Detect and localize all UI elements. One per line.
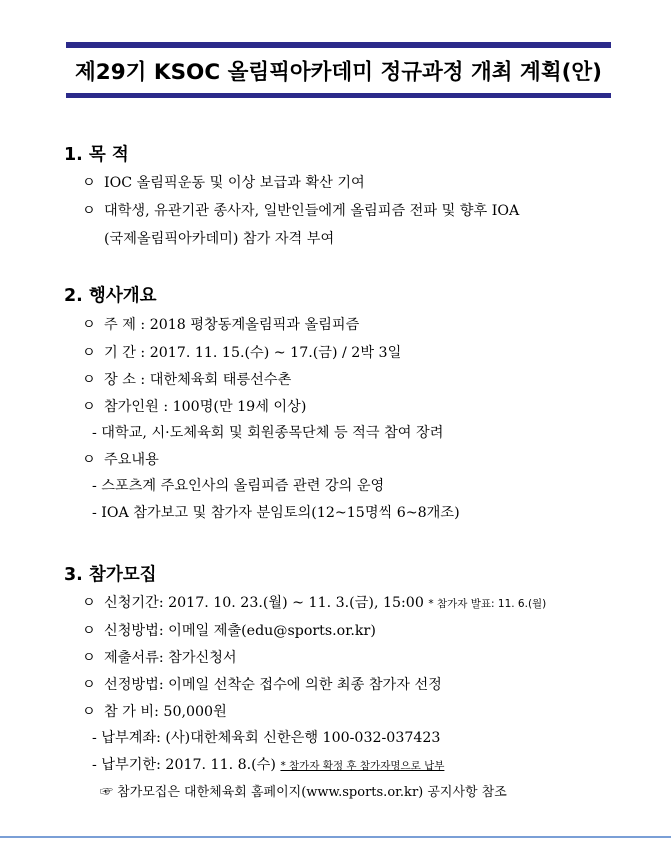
sub-item: - IOA 참가보고 및 참가자 분임토의(12~15명씩 6~8개조) [92,505,460,521]
bullet-icon: ㅇ [82,650,96,666]
bullet-icon: ㅇ [82,623,96,639]
section-1-heading: 1. 목 적 [64,145,129,165]
payment-note: * 참가자 확정 후 참가자명으로 납부 [280,760,445,772]
item-text: 신청기간: 2017. 10. 23.(월) ~ 11. 3.(금), 15:00 [104,595,424,611]
item-text: 제출서류: 참가신청서 [104,650,237,666]
item-text: 선정방법: 이메일 선착순 접수에 의한 최종 참가자 선정 [104,677,442,693]
announcement-note: * 참가자 발표: 11. 6.(월) [428,598,547,610]
title-rule-top [66,42,611,48]
list-item [82,647,237,667]
section-2-heading: 2. 행사개요 [64,286,157,306]
list-item [82,592,546,612]
item-text: 신청방법: 이메일 제출(edu@sports.or.kr) [104,623,376,639]
list-item [82,396,306,416]
list-item [82,200,519,220]
bullet-icon: ㅇ [82,452,96,468]
list-item [82,449,159,469]
item-text: 기 간 : 2017. 11. 15.(수) ~ 17.(금) / 2박 3일 [104,345,402,361]
item-text: 대학생, 유관기관 종사자, 일반인들에게 올림피즘 전파 및 향후 IOA [104,203,520,219]
reference-note: ☞ 참가모집은 대한체육회 홈페이지(www.sports.or.kr) 공지사항 참조 [100,785,507,800]
list-item [82,701,227,721]
title-banner [66,42,611,98]
sub-item: - 납부계좌: (사)대한체육회 신한은행 100-032-037423 [92,730,441,746]
bullet-icon: ㅇ [82,175,96,191]
item-text: 주 제 : 2018 평창동계올림픽과 올림피즘 [104,317,360,333]
bullet-icon: ㅇ [82,317,96,333]
bullet-icon: ㅇ [82,203,96,219]
footer-rule [0,836,671,838]
item-text: 장 소 : 대한체육회 태릉선수촌 [104,372,292,388]
bullet-icon: ㅇ [82,595,96,611]
sub-item: - 스포츠계 주요인사의 올림피즘 관련 강의 운영 [92,478,385,494]
list-item [82,620,376,640]
item-text: IOC 올림픽운동 및 이상 보급과 확산 기여 [104,175,365,191]
list-item [82,172,365,192]
bullet-icon: ㅇ [82,704,96,720]
bullet-icon: ㅇ [82,345,96,361]
list-item [82,674,442,694]
list-item [82,369,291,389]
item-text: 참가인원 : 100명(만 19세 이상) [104,399,307,415]
item-text: - 납부기한: 2017. 11. 8.(수) [92,757,276,773]
item-text: 주요내용 [104,452,159,468]
bullet-icon: ㅇ [82,372,96,388]
bullet-icon: ㅇ [82,399,96,415]
list-item [82,314,359,334]
title-rule-bottom [66,93,611,98]
item-text: 참 가 비: 50,000원 [104,704,227,720]
sub-item [92,754,444,774]
list-item [82,342,401,362]
sub-item: - 대학교, 시·도체육회 및 회원종목단체 등 적극 참여 장려 [92,425,444,441]
document-title: 제29기 KSOC 올림픽아카데미 정규과정 개최 계획(안) [74,60,603,85]
bullet-icon: ㅇ [82,677,96,693]
list-item-continuation: (국제올림픽아카데미) 참가 자격 부여 [104,231,335,247]
section-3-heading: 3. 참가모집 [64,565,157,585]
